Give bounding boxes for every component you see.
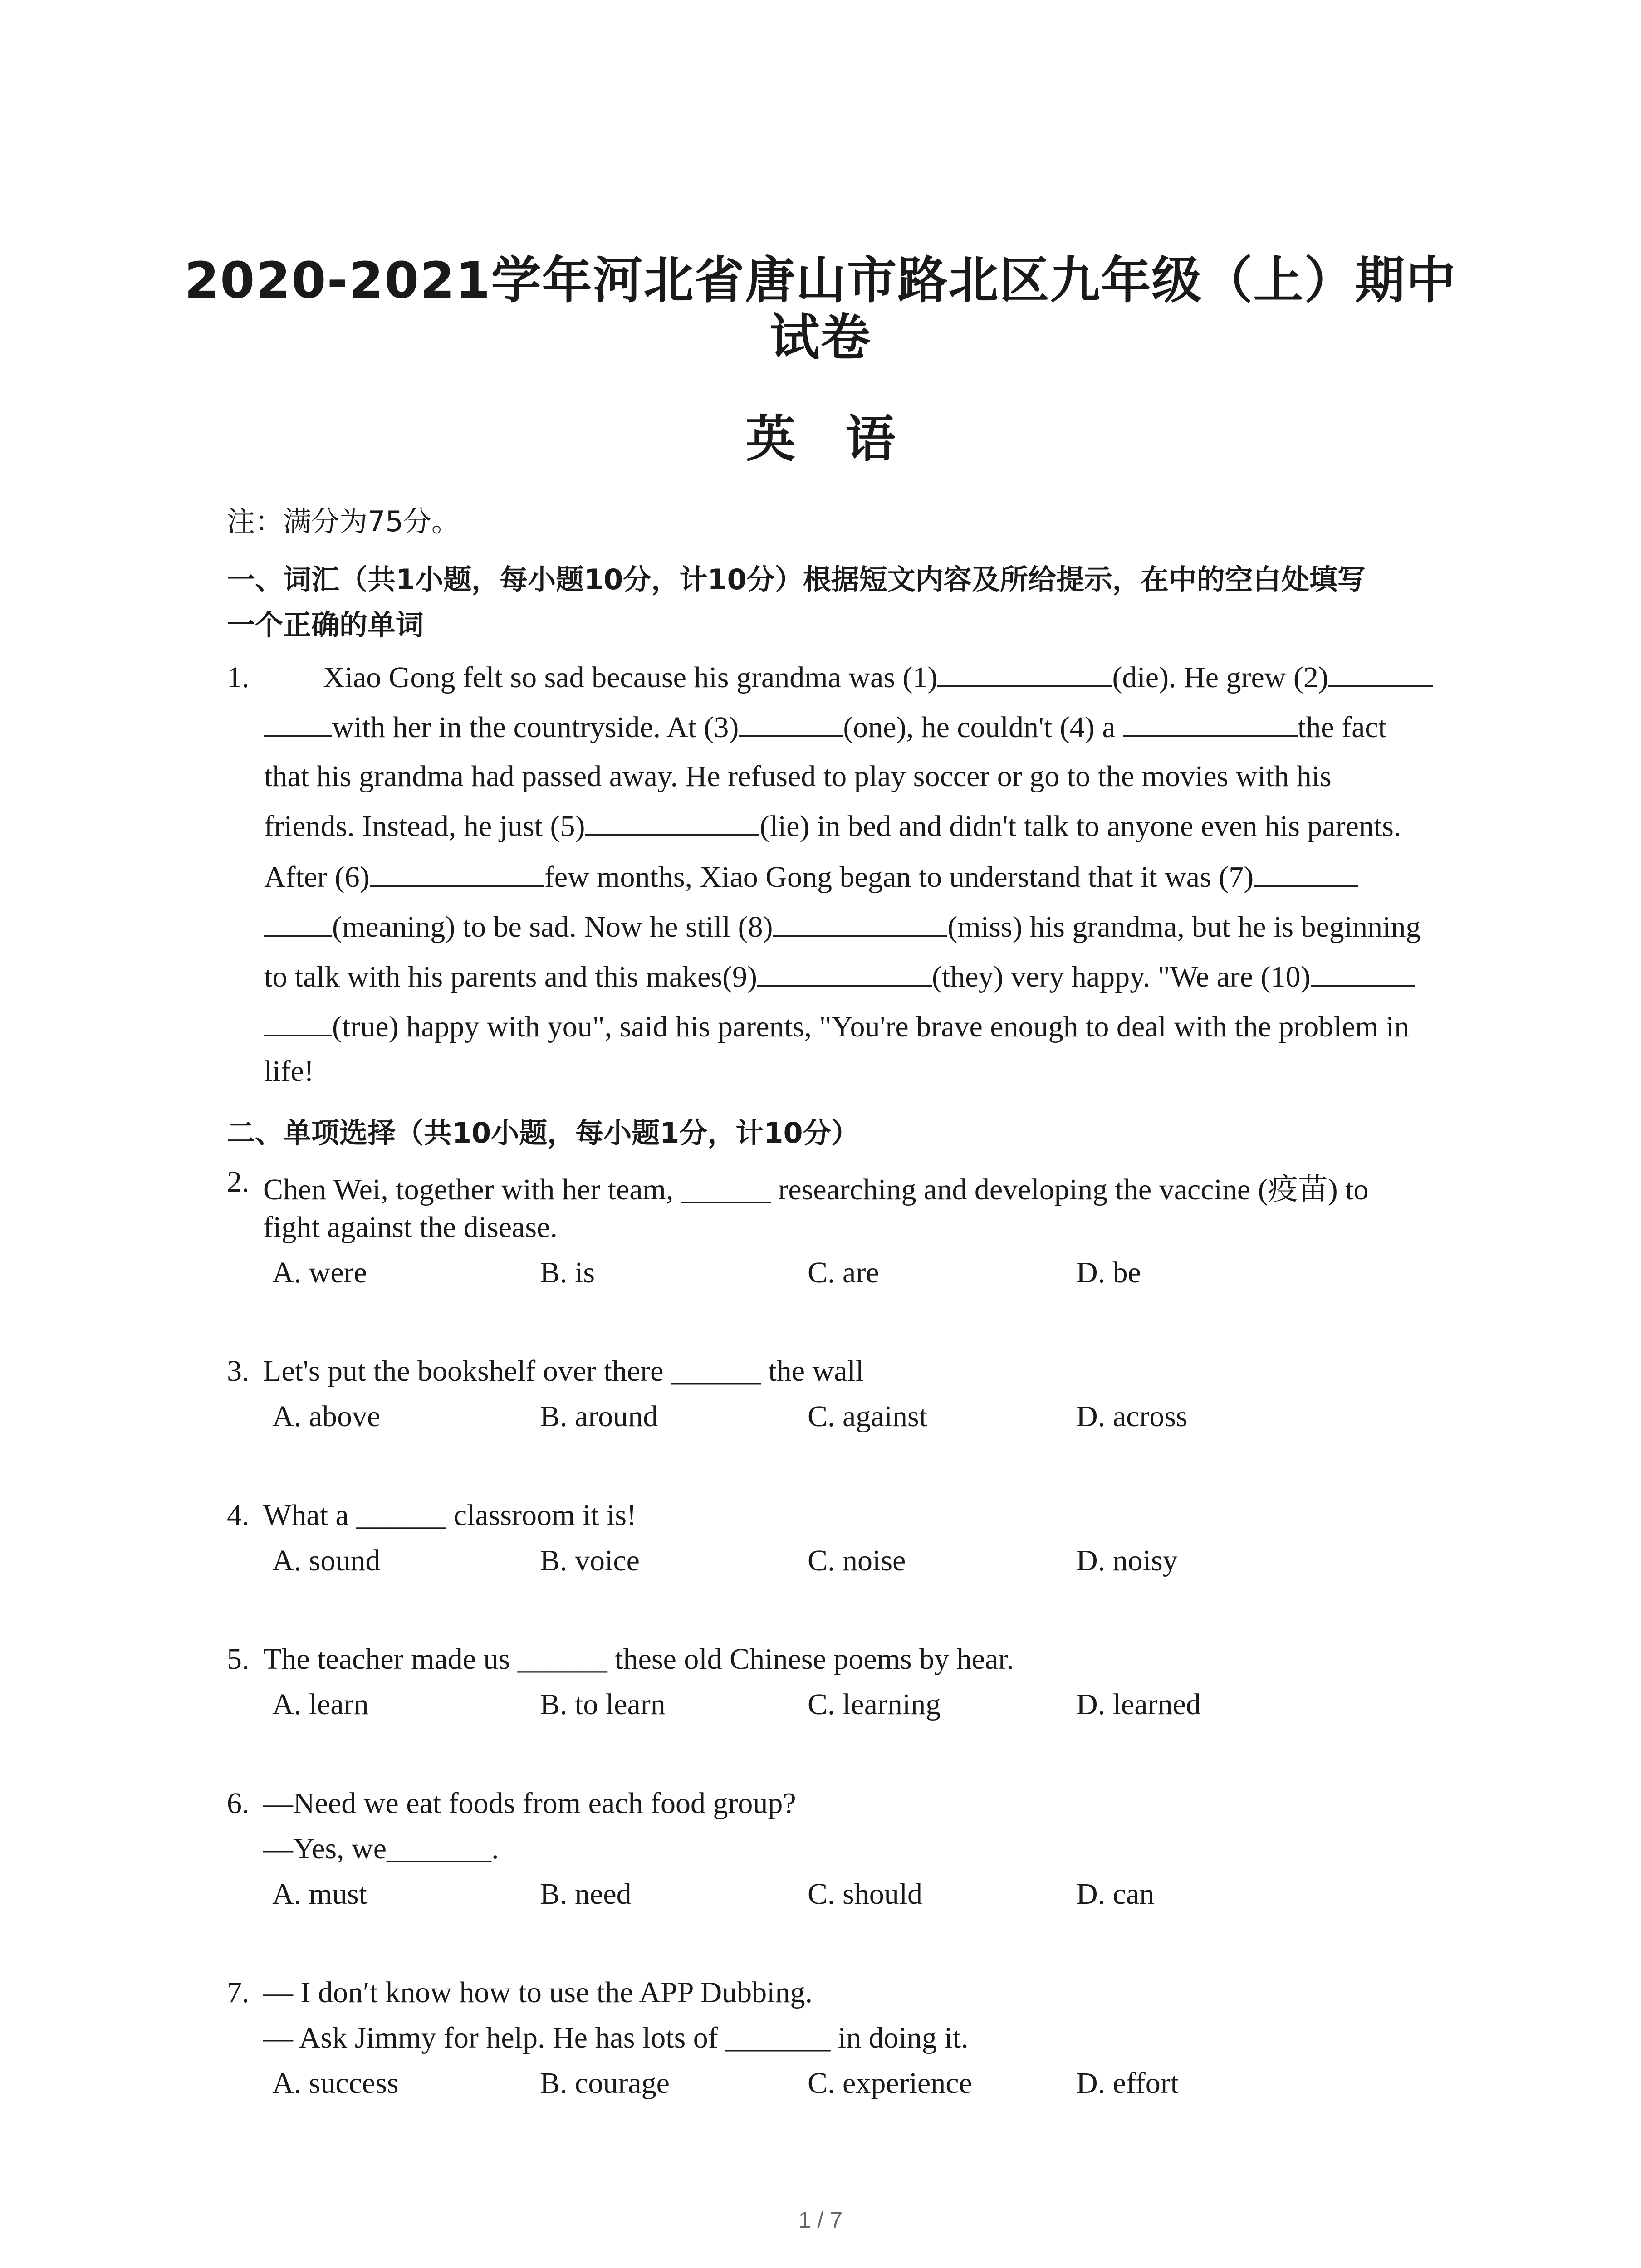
question-number: 4.: [227, 1499, 250, 1532]
option-a[interactable]: A. must: [272, 1877, 367, 1911]
option-a[interactable]: A. success: [272, 2067, 399, 2100]
passage-line: After (6) few months, Xiao Gong began to understand that it was (7): [264, 860, 1358, 894]
option-a[interactable]: A. above: [272, 1400, 381, 1433]
answer-blank[interactable]: [757, 961, 932, 987]
answer-blank[interactable]: [937, 662, 1112, 687]
option-b[interactable]: B. to learn: [540, 1688, 666, 1721]
option-d[interactable]: D. learned: [1076, 1688, 1201, 1721]
option-a[interactable]: A. were: [272, 1256, 367, 1289]
answer-blank[interactable]: [370, 861, 544, 887]
question-number: 5.: [227, 1642, 250, 1676]
question-stem: Let's put the bookshelf over there ______ the wall: [263, 1354, 864, 1388]
question-number: 6.: [227, 1787, 250, 1820]
answer-blank[interactable]: [264, 712, 332, 737]
option-b[interactable]: B. voice: [540, 1544, 640, 1577]
option-b[interactable]: B. courage: [540, 2067, 670, 2100]
section1-heading-line1: 一、词汇（共1小题，每小题10分，计10分）根据短文内容及所给提示，在中的空白处填写: [227, 563, 1366, 596]
option-b[interactable]: B. is: [540, 1256, 595, 1289]
question-stem: The teacher made us ______ these old Chinese poems by hear.: [263, 1642, 1014, 1676]
page-title-line1: 2020-2021学年河北省唐山市路北区九年级（上）期中: [184, 251, 1457, 309]
passage-line: (meaning) to be sad. Now he still (8) (miss) his grandma, but he is beginning: [264, 910, 1421, 944]
passage-line: friends. Instead, he just (5) (lie) in bed and didn't talk to anyone even his parents.: [264, 810, 1401, 843]
question-number: 7.: [227, 1976, 250, 2009]
passage-line: with her in the countryside. At (3) (one), he couldn't (4) a the fact: [264, 710, 1386, 745]
question-stem: What a ______ classroom it is!: [263, 1499, 637, 1532]
answer-blank[interactable]: [585, 811, 759, 836]
section1-heading-line2: 一个正确的单词: [227, 608, 424, 641]
score-note: 注：满分为75分。: [227, 505, 460, 538]
answer-blank[interactable]: [1311, 961, 1415, 987]
passage-line: Xiao Gong felt so sad because his grandma was (1) (die). He grew (2): [323, 660, 1433, 695]
option-c[interactable]: C. are: [808, 1256, 879, 1289]
option-c[interactable]: C. experience: [808, 2067, 972, 2100]
answer-blank[interactable]: [1254, 861, 1358, 887]
page-title-line2: 试卷: [769, 308, 872, 367]
option-c[interactable]: C. learning: [808, 1688, 941, 1721]
passage-line: to talk with his parents and this makes(9) (they) very happy. "We are (10): [264, 960, 1415, 994]
section2-heading: 二、单项选择（共10小题，每小题1分，计10分）: [227, 1116, 859, 1149]
subject-heading: 英语: [745, 410, 945, 468]
question-stem: fight against the disease.: [263, 1211, 558, 1244]
option-b[interactable]: B. need: [540, 1877, 632, 1911]
answer-blank[interactable]: [264, 1011, 332, 1036]
answer-blank[interactable]: [773, 911, 947, 937]
answer-blank[interactable]: [1328, 662, 1433, 687]
question-stem: — I don′t know how to use the APP Dubbing.: [263, 1976, 813, 2009]
option-d[interactable]: D. effort: [1076, 2067, 1179, 2100]
answer-blank[interactable]: [1123, 712, 1298, 737]
option-b[interactable]: B. around: [540, 1400, 658, 1433]
question-stem: —Yes, we_______.: [263, 1832, 499, 1865]
question-number: 1.: [227, 661, 250, 694]
option-c[interactable]: C. against: [808, 1400, 927, 1433]
option-a[interactable]: A. learn: [272, 1688, 369, 1721]
option-d[interactable]: D. noisy: [1076, 1544, 1178, 1577]
passage-line: life!: [264, 1055, 314, 1088]
option-d[interactable]: D. across: [1076, 1400, 1188, 1433]
option-c[interactable]: C. should: [808, 1877, 923, 1911]
passage-line: (true) happy with you", said his parents, "You're brave enough to deal with the problem in: [264, 1010, 1409, 1044]
option-c[interactable]: C. noise: [808, 1544, 906, 1577]
section1-heading: [227, 557, 1452, 648]
option-a[interactable]: A. sound: [272, 1544, 381, 1577]
page-number: 1 / 7: [798, 2207, 843, 2233]
question-stem: —Need we eat foods from each food group?: [263, 1787, 796, 1820]
question-number: 3.: [227, 1354, 250, 1388]
question-stem: — Ask Jimmy for help. He has lots of _______ in doing it.: [263, 2021, 969, 2054]
passage-line: that his grandma had passed away. He refused to play soccer or go to the movies with his: [264, 760, 1332, 793]
answer-blank[interactable]: [264, 911, 332, 937]
option-d[interactable]: D. be: [1076, 1256, 1141, 1289]
question-stem: Chen Wei, together with her team, ______ researching and developing the vaccine (疫苗) to: [263, 1173, 1369, 1206]
question-number: 2.: [227, 1165, 250, 1198]
answer-blank[interactable]: [739, 712, 843, 737]
option-d[interactable]: D. can: [1076, 1877, 1155, 1911]
